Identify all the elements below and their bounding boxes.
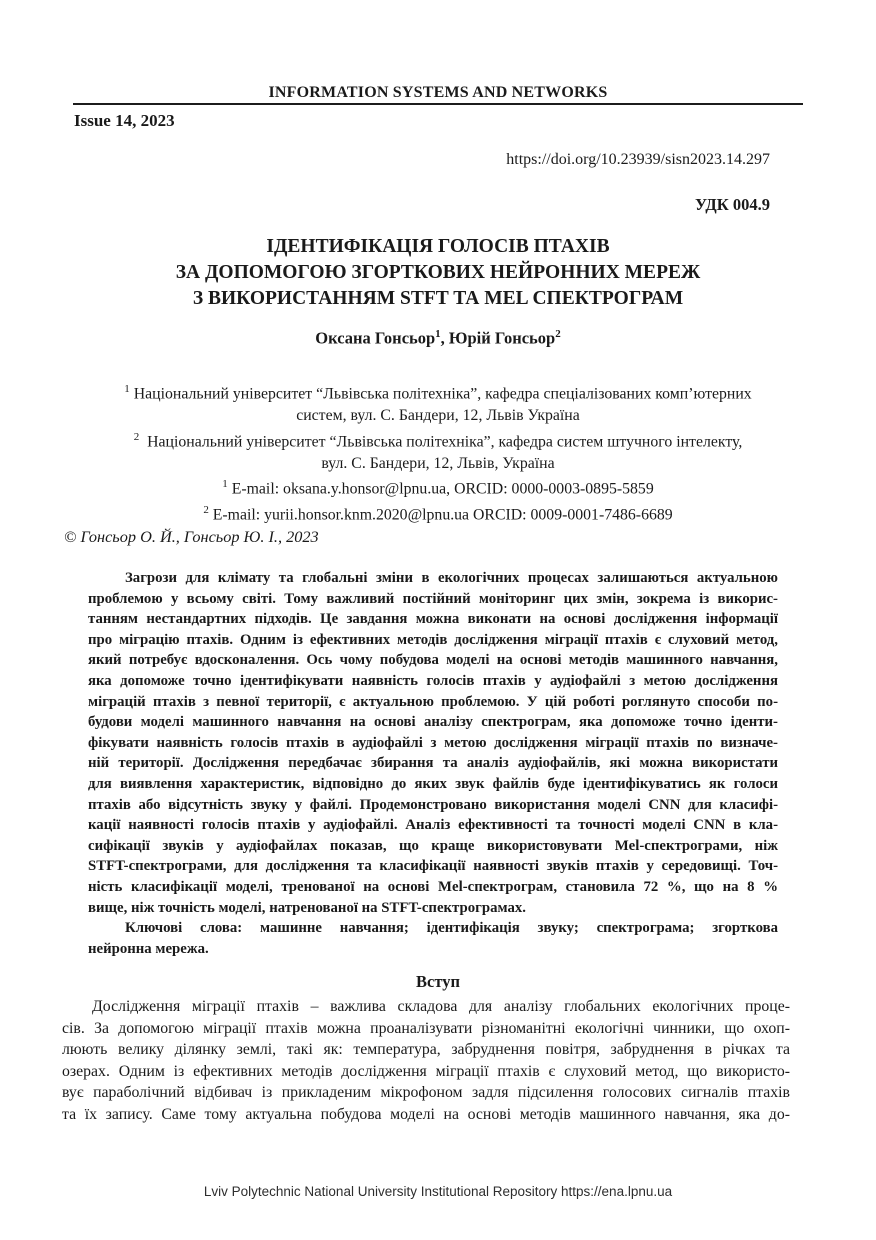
abstract-line: проблемою у всьому світі. Тому важливий постійний моніторинг цих змін, зокрема із викорис- <box>88 590 778 607</box>
abstract-line: ність класифікації моделі, тренованої на основі Mel-спектрограм, становила 72 %, що на 8 % <box>88 878 778 895</box>
abstract-line: будови моделі машинного навчання на основі аналізу спектрограм, яка допоможе точно іденти- <box>88 714 778 731</box>
doi-text: https://doi.org/10.23939/sisn2023.14.297 <box>506 151 770 168</box>
intro-block <box>62 996 790 1126</box>
abstract-line: кації наявності голосів птахів у аудіофайлі. Аналіз ефективності та точності моделі CNN в кла- <box>88 817 778 834</box>
abstract-block <box>88 568 778 959</box>
keywords-line-2: нейронна мережа. <box>88 940 209 957</box>
author-1-marker: 1 <box>435 328 441 340</box>
keywords-line-1: Ключові слова: машинне навчання; ідентифікація звуку; спектрограма; згорткова <box>125 920 778 937</box>
authors-line <box>0 328 876 349</box>
intro-line: та їх запису. Саме тому актуальна побудова моделі на основі методів машинного навчання, яка до- <box>62 1105 790 1123</box>
copyright-line: © Гонсьор О. Й., Гонсьор Ю. І., 2023 <box>64 527 319 546</box>
affiliation-1-marker: 1 <box>124 383 130 395</box>
abstract-line: міграцій птахів з певної території, є актуальною проблемою. У цій роботі роглянуто способи по- <box>88 693 778 710</box>
affiliation-1-line-2: систем, вул. С. Бандери, 12, Львів Україна <box>296 406 580 424</box>
intro-line: сів. За допомогою міграції птахів можна проаналізувати різноманітні екологічні чинники, що охоп- <box>62 1019 790 1037</box>
abstract-line: який потребує вдосконалення. Ось чому побудова моделі на основі методів машинного навчання, <box>88 652 778 669</box>
repository-footer: Lviv Polytechnic National University Institutional Repository https://ena.lpnu.ua <box>203 1184 673 1199</box>
email-line-1 <box>40 474 836 500</box>
intro-paragraph <box>62 996 790 1126</box>
affiliation-2-line-1 <box>40 427 836 453</box>
issue-label: Issue 14, 2023 <box>74 111 175 130</box>
abstract-line: для виявлення характеристик, відповідно до яких звук файлів буде ідентифікуватись як голоси <box>88 775 778 792</box>
intro-line: Дослідження міграції птахів – важлива складова для аналізу глобальних екологічних проце- <box>92 998 790 1015</box>
intro-line: вує параболічний відбивач із прикладеним мікрофоном задля підсилення голосових сигналів птахів <box>62 1084 790 1102</box>
article-title <box>40 234 836 312</box>
abstract-line: сифікації звуків у аудіофайлах показав, що краще використовувати Mel-спектрограми, ніж <box>88 837 778 854</box>
header-rule <box>73 103 803 105</box>
affiliations-block <box>40 379 836 526</box>
abstract-line: фікувати наявність голосів птахів в аудіофайлі з метою дослідження міграції птахів по визначе- <box>88 734 778 751</box>
author-1-name: Оксана Гонсьор <box>315 328 436 348</box>
abstract-line: птахів або відсутність звуку у файлі. Продемонстровано використання моделі CNN для класифі- <box>88 796 778 813</box>
abstract-line: яка допоможе точно ідентифікувати наявність голосів птахів у аудіофайлі з метою дослідження <box>88 672 778 689</box>
intro-heading: Вступ <box>416 972 460 991</box>
journal-title: INFORMATION SYSTEMS AND NETWORKS <box>268 84 608 101</box>
email-2-marker: 2 <box>203 504 209 517</box>
article-title-line-3: З ВИКОРИСТАННЯМ STFT ТА MEL СПЕКТРОГРАМ <box>192 288 684 309</box>
author-2-marker: 2 <box>555 328 561 340</box>
affiliation-1-text: Національний університет “Львівська політехніка”, кафедра спеціалізованих комп’ютерних <box>133 385 752 403</box>
udc-label: УДК 004.9 <box>694 195 770 214</box>
abstract-line: про міграцію птахів. Одним із ефективних методів дослідження міграції птахів є слуховий метод, <box>88 631 778 648</box>
abstract-line: ній території. Дослідження передбачає збирання та аналіз аудіофайлів, які можна використати <box>88 755 778 772</box>
email-line-2 <box>40 500 836 526</box>
authors-separator: , <box>440 328 449 348</box>
abstract-line: STFT-спектрограми, для дослідження та класифікації наявності звуків птахів у середовищі. Точ- <box>88 858 778 875</box>
affiliation-1-line-1 <box>40 379 836 405</box>
affiliation-2-marker: 2 <box>133 430 140 443</box>
article-title-line-2: ЗА ДОПОМОГОЮ ЗГОРТКОВИХ НЕЙРОННИХ МЕРЕЖ <box>175 262 701 283</box>
affiliation-2-line-2: вул. С. Бандери, 12, Львів, Україна <box>321 454 555 472</box>
abstract-line: вище, ніж точність моделі, натренованої на STFT-спектрограмах. <box>88 899 526 916</box>
intro-line: люють велику ділянку землі, такі як: температура, забруднення повітря, забруднення в річках та <box>62 1041 790 1059</box>
email-1-marker: 1 <box>222 478 228 491</box>
affiliation-2-text: Національний університет “Львівська політехніка”, кафедра систем штучного інтелекту, <box>147 432 743 450</box>
email-2-text: E-mail: yurii.honsor.knm.2020@lpnu.ua ORCID: 0009-0001-7486-6689 <box>212 506 673 524</box>
email-1-text: E-mail: oksana.y.honsor@lpnu.ua, ORCID: 0000-0003-0895-5859 <box>231 480 654 498</box>
abstract-line: танням нестандартних підходів. Це завдання можна виконати на основі дослідження інформації <box>88 611 778 628</box>
abstract-paragraph <box>88 568 778 918</box>
intro-line: озерах. Одним із ефективних методів дослідження міграції птахів є слуховий метод, що використо- <box>62 1062 790 1080</box>
article-title-line-1: ІДЕНТИФІКАЦІЯ ГОЛОСІВ ПТАХІВ <box>266 236 610 257</box>
abstract-line: Загрози для клімату та глобальні зміни в екологічних процесах залишаються актуальною <box>125 570 778 586</box>
author-2-name: Юрій Гонсьор <box>448 328 556 348</box>
